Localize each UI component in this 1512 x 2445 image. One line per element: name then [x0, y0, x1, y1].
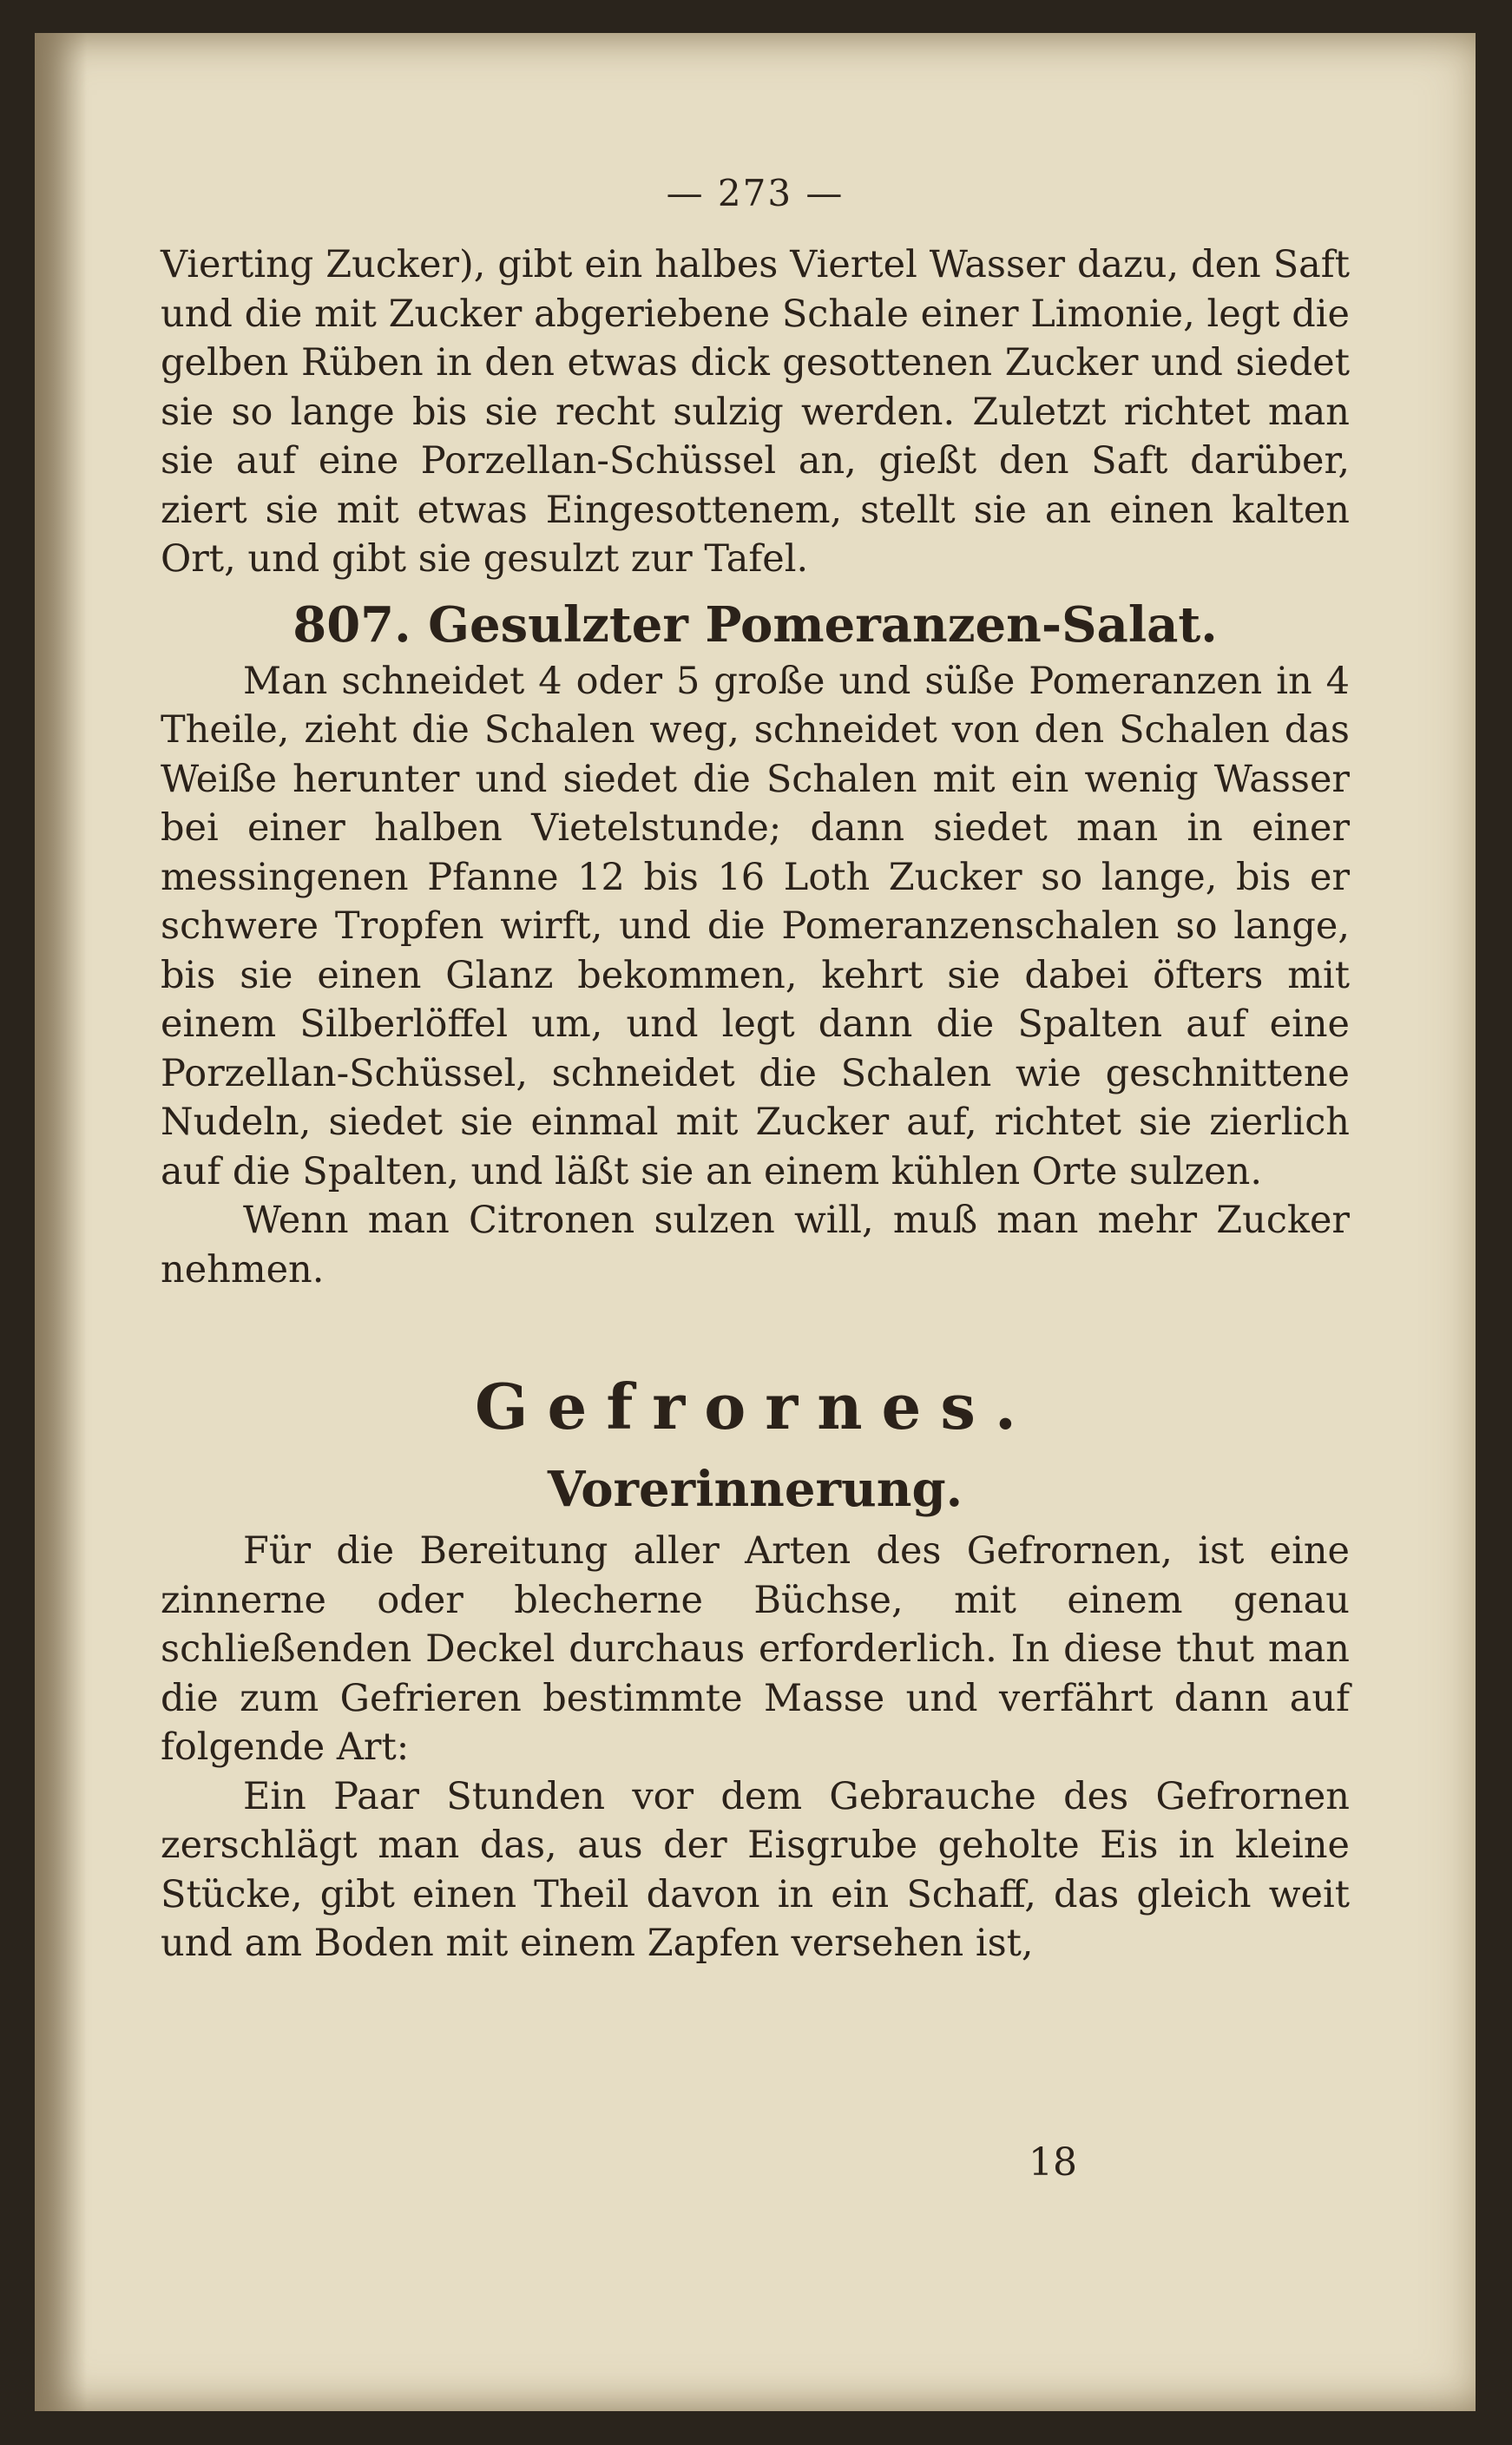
- recipe-title: 807. Gesulzter Pomeranzen-Salat.: [293, 595, 1218, 654]
- signature-mark: 18: [1029, 2140, 1077, 2185]
- section-subtitle: Vorerinnerung.: [547, 1461, 963, 1518]
- text-block: [161, 172, 1350, 1968]
- recipe-note: Wenn man Citronen sulzen will, muß man mehr Zucker nehmen.: [161, 1199, 1350, 1292]
- page-gutter-shadow: [35, 33, 87, 2411]
- book-page: [35, 33, 1476, 2411]
- section-paragraph: Für die Bereitung aller Arten des Gefrornen, ist eine zinnerne oder blecherne Büchse, mit einem genau schließenden Deckel durchaus erforderlich. In diese thut man die zum Gefrieren bestimmte Masse und verfährt dann auf folgende Art:: [161, 1529, 1350, 1769]
- section-title: Gefrornes.: [475, 1370, 1035, 1443]
- page-number: — 273 —: [666, 172, 845, 214]
- section-paragraph: Ein Paar Stunden vor dem Gebrauche des Gefrornen zerschlägt man das, aus der Eisgrube geholte Eis in kleine Stücke, gibt einen Theil davon in ein Schaff, das gleich weit und am Boden mit einem Zapfen versehen ist,: [161, 1774, 1350, 1965]
- recipe-paragraph: Man schneidet 4 oder 5 große und süße Pomeranzen in 4 Theile, zieht die Schalen weg, schneidet von den Schalen das Weiße herunter und siedet die Schalen mit ein wenig Wasser bei einer halben Vietelstunde; dann siedet man in einer messingenen Pfanne 12 bis 16 Loth Zucker so lange, bis er schwere Tropfen wirft, und die Pomeranzenschalen so lange, bis sie einen Glanz bekommen, kehrt sie dabei öfters mit einem Silberlöffel um, und legt dann die Spalten auf eine Porzellan-Schüssel, schneidet die Schalen wie geschnittene Nudeln, siedet sie einmal mit Zucker auf, richtet sie zierlich auf die Spalten, und läßt sie an einem kühlen Orte sulzen.: [161, 659, 1350, 1193]
- intro-paragraph: Vierting Zucker), gibt ein halbes Viertel Wasser dazu, den Saft und die mit Zucker abgeriebene Schale einer Limonie, legt die gelben Rüben in den etwas dick gesottenen Zucker und siedet sie so lange bis sie recht sulzig werden. Zuletzt richtet man sie auf eine Porzellan-Schüssel an, gießt den Saft darüber, ziert sie mit etwas Eingesottenem, stellt sie an einen kalten Ort, und gibt sie gesulzt zur Tafel.: [161, 243, 1350, 581]
